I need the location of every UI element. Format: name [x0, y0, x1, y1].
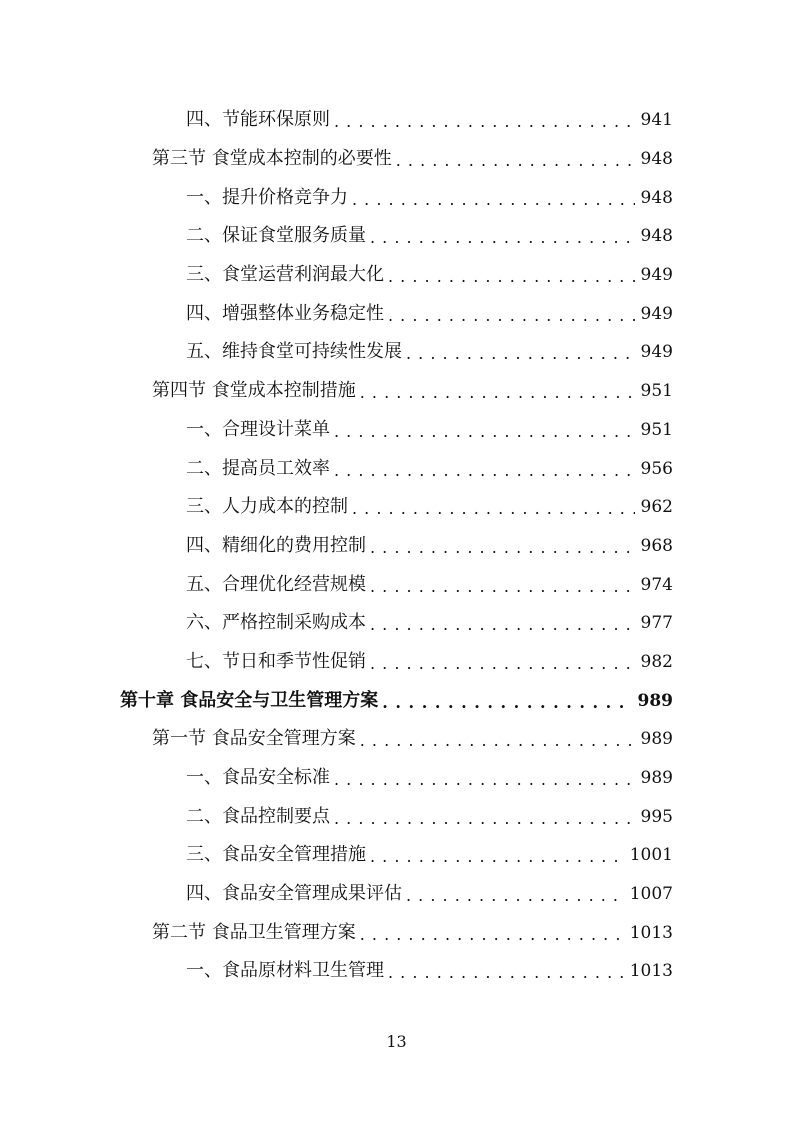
toc-entry-page: 948 — [640, 149, 673, 170]
toc-entry-title: 五、维持食堂可持续性发展 — [186, 341, 402, 363]
toc-dot-leader — [370, 613, 635, 637]
toc-entry-page: 948 — [640, 187, 673, 208]
toc-entry-page: 1001 — [629, 845, 673, 866]
toc-entry-item[interactable] — [0, 797, 793, 836]
toc-dot-leader — [370, 652, 635, 676]
toc-entry-page: 956 — [640, 458, 673, 479]
toc-dot-leader — [334, 420, 635, 444]
toc-entry-page: 949 — [640, 303, 673, 324]
toc-entry-page: 974 — [640, 574, 673, 595]
toc-entry-title: 一、合理设计菜单 — [186, 418, 330, 440]
toc-entry-page: 962 — [640, 497, 673, 518]
toc-dot-leader — [334, 459, 635, 483]
toc-dot-leader — [382, 691, 631, 715]
toc-entry-title: 四、精细化的费用控制 — [186, 534, 366, 556]
toc-entry-page: 941 — [640, 110, 673, 131]
toc-entry-title: 四、增强整体业务稳定性 — [186, 302, 384, 324]
toc-dot-leader — [352, 188, 635, 212]
toc-entry-page: 989 — [637, 690, 673, 711]
toc-entry-item[interactable] — [0, 217, 793, 256]
toc-entry-section[interactable] — [0, 720, 793, 759]
toc-entry-item[interactable] — [0, 604, 793, 643]
toc-entry-title: 七、节日和季节性促销 — [186, 650, 366, 672]
toc-entry-title: 三、食品安全管理措施 — [186, 844, 366, 866]
toc-entry-item[interactable] — [0, 333, 793, 372]
toc-entry-title: 第一节 食品安全管理方案 — [152, 728, 356, 750]
toc-entry-item[interactable] — [0, 643, 793, 682]
toc-entry-title: 一、食品原材料卫生管理 — [186, 960, 384, 982]
page-number: 13 — [386, 1032, 407, 1051]
toc-entry-page: 949 — [640, 265, 673, 286]
toc-entry-item[interactable] — [0, 565, 793, 604]
toc-entry-item[interactable] — [0, 178, 793, 217]
toc-dot-leader — [360, 729, 635, 753]
toc-entry-page: 977 — [640, 613, 673, 634]
toc-entry-page: 982 — [640, 651, 673, 672]
toc-dot-leader — [334, 807, 635, 831]
toc-entry-title: 第二节 食品卫生管理方案 — [152, 921, 356, 943]
toc-dot-leader — [352, 497, 635, 521]
toc-entry-item[interactable] — [0, 759, 793, 798]
toc-dot-leader — [370, 575, 635, 599]
toc-dot-leader — [388, 265, 635, 289]
toc-dot-leader — [388, 304, 635, 328]
toc-entry-page: 1013 — [629, 961, 673, 982]
toc-entry-title: 二、提高员工效率 — [186, 457, 330, 479]
toc-entry-title: 第三节 食堂成本控制的必要性 — [152, 148, 392, 170]
toc-dot-leader — [406, 884, 624, 908]
toc-dot-leader — [370, 226, 635, 250]
toc-dot-leader — [334, 110, 635, 134]
toc-entry-title: 四、节能环保原则 — [186, 109, 330, 131]
toc-entry-page: 1007 — [629, 884, 673, 905]
toc-entry-item[interactable] — [0, 952, 793, 991]
toc-dot-leader — [370, 845, 624, 869]
toc-dot-leader — [334, 768, 635, 792]
toc-entry-item[interactable] — [0, 256, 793, 295]
toc-entry-title: 四、食品安全管理成果评估 — [186, 883, 402, 905]
toc-entry-item[interactable] — [0, 294, 793, 333]
toc-entry-page: 1013 — [629, 922, 673, 943]
toc-dot-leader — [360, 923, 624, 947]
toc-entry-page: 989 — [640, 768, 673, 789]
toc-entry-item[interactable] — [0, 101, 793, 140]
toc-entry-page: 951 — [640, 381, 673, 402]
toc-entry-title: 五、合理优化经营规模 — [186, 573, 366, 595]
toc-entry-title: 二、食品控制要点 — [186, 805, 330, 827]
toc-entry-title: 三、人力成本的控制 — [186, 496, 348, 518]
toc-entry-page: 968 — [640, 535, 673, 556]
toc-entry-item[interactable] — [0, 488, 793, 527]
toc-entry-chapter[interactable] — [0, 681, 793, 720]
toc-entry-item[interactable] — [0, 527, 793, 566]
toc-dot-leader — [360, 381, 635, 405]
toc-entry-page: 989 — [640, 729, 673, 750]
toc-dot-leader — [396, 149, 635, 173]
toc-entry-page: 949 — [640, 342, 673, 363]
toc-entry-section[interactable] — [0, 140, 793, 179]
toc-entry-title: 一、提升价格竞争力 — [186, 186, 348, 208]
toc-entry-title: 二、保证食堂服务质量 — [186, 225, 366, 247]
toc-entry-title: 第十章 食品安全与卫生管理方案 — [120, 689, 379, 711]
toc-dot-leader — [370, 536, 635, 560]
toc-entry-section[interactable] — [0, 913, 793, 952]
table-of-contents — [0, 101, 793, 991]
toc-entry-section[interactable] — [0, 372, 793, 411]
toc-entry-title: 六、严格控制采购成本 — [186, 612, 366, 634]
toc-dot-leader — [388, 961, 624, 985]
toc-entry-item[interactable] — [0, 449, 793, 488]
toc-entry-page: 951 — [640, 419, 673, 440]
toc-dot-leader — [406, 342, 635, 366]
toc-entry-title: 一、食品安全标准 — [186, 767, 330, 789]
toc-entry-title: 三、食堂运营利润最大化 — [186, 264, 384, 286]
toc-entry-item[interactable] — [0, 875, 793, 914]
toc-entry-page: 995 — [640, 806, 673, 827]
toc-entry-page: 948 — [640, 226, 673, 247]
toc-entry-item[interactable] — [0, 411, 793, 450]
toc-entry-item[interactable] — [0, 836, 793, 875]
toc-entry-title: 第四节 食堂成本控制措施 — [152, 380, 356, 402]
